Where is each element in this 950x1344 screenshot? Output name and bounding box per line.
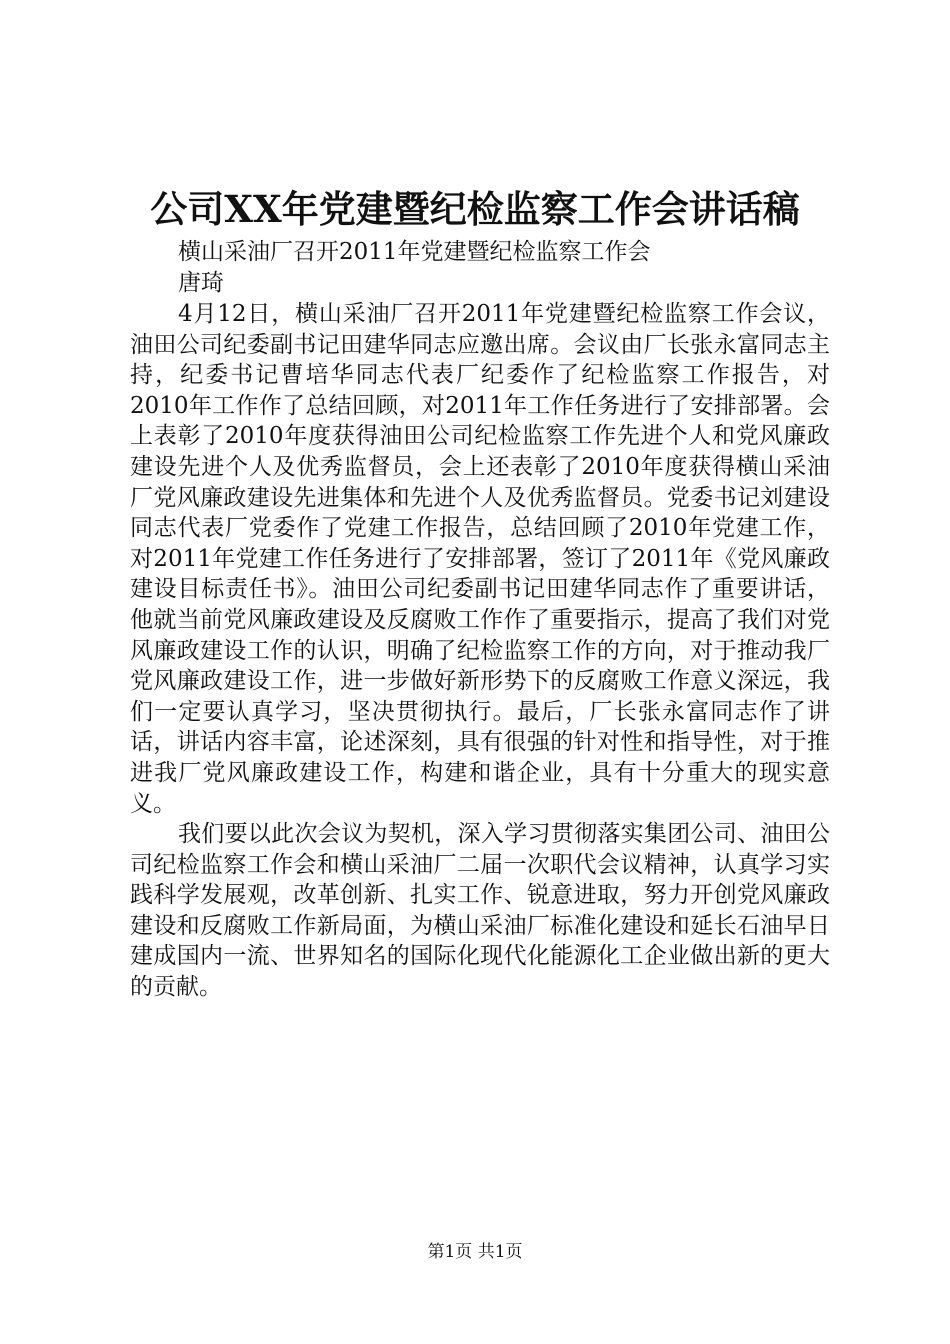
document-body <box>130 299 830 1003</box>
document-author: 唐琦 <box>178 270 224 296</box>
body-paragraph: 我们要以此次会议为契机，深入学习贯彻落实集团公司、油田公司纪检监察工作会和横山采油厂二届一次职代会议精神，认真学习实践科学发展观，改革创新、扎实工作、锐意进取，努力开创党风廉政建设和反腐败工作新局面，为横山采油厂标准化建设和延长石油早日建成国内一流、世界知名的国际化现代化能源化工企业做出新的更大的贡献。 <box>130 821 830 1001</box>
document-title: 公司XX年党建暨纪检监察工作会讲话稿 <box>150 187 800 231</box>
body-paragraph: 4月12日，横山采油厂召开2011年党建暨纪检监察工作会议，油田公司纪委副书记田建华同志应邀出席。会议由厂长张永富同志主持，纪委书记曹培华同志代表厂纪委作了纪检监察工作报告，对2010年工作作了总结回顾，对2011年工作任务进行了安排部署。会上表彰了2010年度获得油田公司纪检监察工作先进个人和党风廉政建设先进个人及优秀监督员，会上还表彰了2010年度获得横山采油厂党风廉政建设先进集体和先进个人及优秀监督员。党委书记刘建设同志代表厂党委作了党建工作报告，总结回顾了2010年党建工作，对2011年党建工作任务进行了安排部署，签订了2011年《党风廉政建设目标责任书》。油田公司纪委副书记田建华同志作了重要讲话，他就当前党风廉政建设及反腐败工作作了重要指示，提高了我们对党风廉政建设工作的认识，明确了纪检监察工作的方向，对于推动我厂党风廉政建设工作，进一步做好新形势下的反腐败工作意义深远，我们一定要认真学习，坚决贯彻执行。最后，厂长张永富同志作了讲话，讲话内容丰富，论述深刻，具有很强的针对性和指导性，对于推进我厂党风廉政建设工作，构建和谐企业，具有十分重大的现实意义。 <box>130 301 830 817</box>
document-subtitle: 横山采油厂召开2011年党建暨纪检监察工作会 <box>178 239 651 265</box>
page-number-footer: 第1页 共1页 <box>427 1242 523 1262</box>
